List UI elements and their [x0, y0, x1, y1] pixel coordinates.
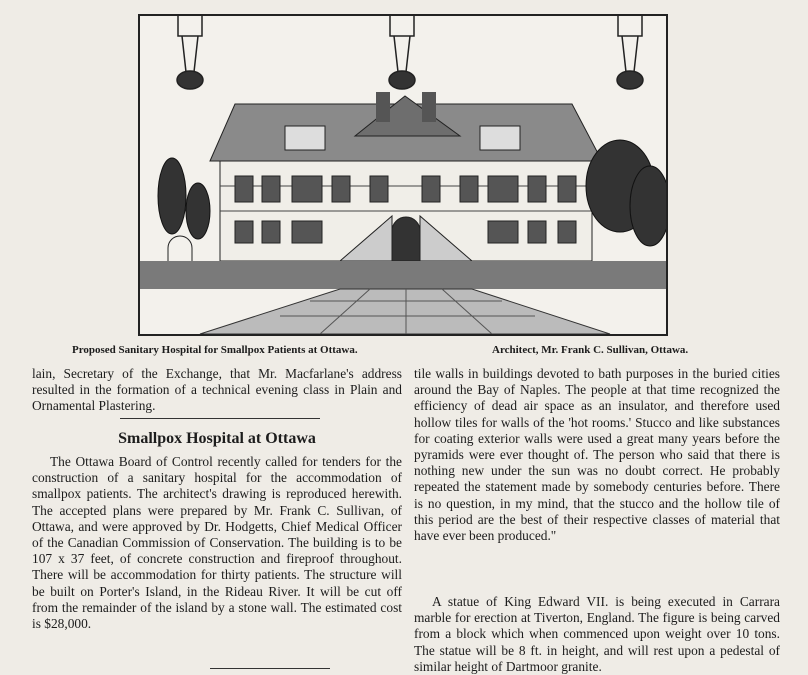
lamp-left — [177, 16, 203, 89]
hospital-drawing — [140, 16, 666, 334]
figure-caption-left: Proposed Sanitary Hospital for Smallpox Patients at Ottawa. — [72, 344, 358, 356]
article-heading: Smallpox Hospital at Ottawa — [118, 430, 316, 447]
lamp-right — [617, 16, 643, 89]
right-continued-paragraph — [414, 366, 780, 544]
figure-caption-right: Architect, Mr. Frank C. Sullivan, Ottawa. — [492, 344, 689, 356]
lead-text: lain, Secretary of the Exchange, that Mr. Macfarlane's address resulted in the formation of a technical evening class in Plain and Ornamental Plastering. — [32, 366, 402, 414]
lamp-center — [389, 16, 415, 89]
statue-text: A statue of King Edward VII. is being executed in Carrara marble for erection at Tiverton, England. The figure is being carved from a block which when commenced upon weight over 10 tons. The statue will be 8 ft. in height, and will rest upon a pedestal of similar height of Dartmoor granite. — [414, 594, 780, 674]
bottom-divider-rule — [210, 668, 330, 669]
statue-paragraph — [414, 594, 780, 675]
hospital-illustration — [138, 14, 668, 336]
article-body — [32, 454, 402, 632]
continued-text: tile walls in buildings devoted to bath purposes in the buried cities around the Bay of Naples. The people at that time recognized the efficiency of dead air space as an insulator, and therefore used hollow tiles for walls of the 'hot rooms.' Stucco and like substances for coating exterior walls were used a great many years before the pyramids were ever thought of. The person who said that there is nothing new under the sun was no doubt correct. He probably repeated the statement made by somebody centuries before. There is no question, in my mind, that the stucco and the hollow tile of this period are the best of their respective classes of material that have ever been produced." — [414, 366, 780, 544]
article-body-text: The Ottawa Board of Control recently called for tenders for the construction of a sanitary hospital for the accommodation of smallpox patients. The architect's drawing is reproduced herewith. The accepted plans were prepared by Mr. Frank C. Sullivan, of Ottawa, and were approved by Dr. Hodgetts, Chief Medical Officer of the Canadian Commission of Conservation. The building is to be 107 x 37 feet, of concrete construction and fireproof throughout. There will be accommodation for thirty patients. The structure will be built on Porter's Island, in the Rideau River. It will be cut off from the remainder of the island by a stone wall. The estimated cost is $28,000. — [32, 454, 402, 632]
left-lead-paragraph — [32, 366, 402, 415]
divider-rule — [120, 418, 320, 419]
